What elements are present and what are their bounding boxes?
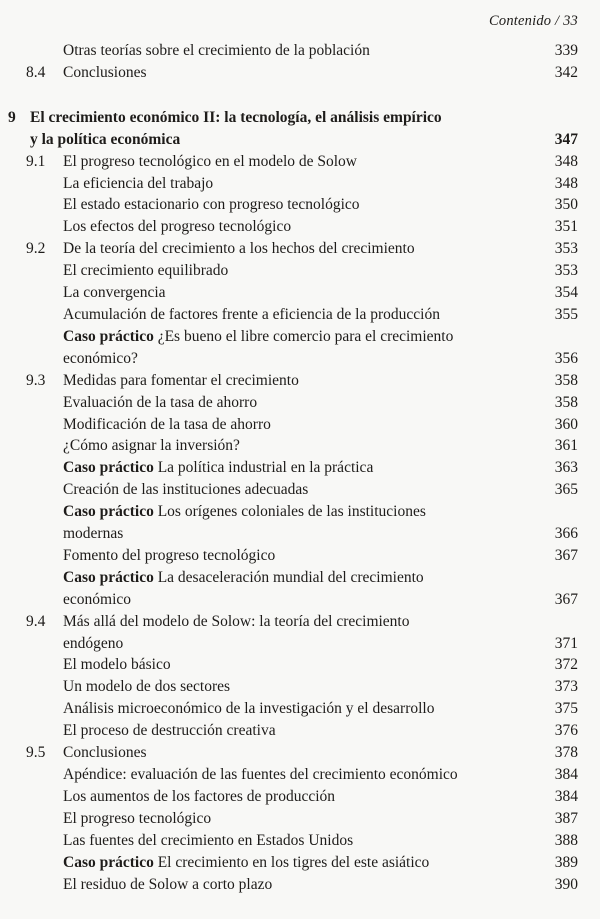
toc-row [0, 107, 600, 129]
toc-page-number: 339 [554, 42, 578, 59]
toc-page-number: 384 [554, 766, 578, 783]
toc-row [0, 786, 600, 808]
toc-entry-text: modernas [63, 525, 124, 543]
toc-entry-text: Creación de las instituciones adecuadas [63, 481, 309, 499]
toc-row [0, 348, 600, 370]
toc-entry-title: Los orígenes coloniales de las instituciones [157, 503, 426, 521]
toc-page-number: 373 [554, 678, 578, 696]
toc-entry-text [63, 501, 532, 523]
toc-page-number: 367 [554, 546, 578, 564]
toc-entry-text [63, 457, 532, 479]
running-header: Contenido / 33 [489, 13, 578, 29]
toc-page-number: 348 [554, 174, 578, 192]
section-number: 9.4 [26, 612, 46, 630]
toc-entry-text: Otras teorías sobre el crecimiento de la población [63, 42, 370, 59]
toc-page-number: 351 [554, 218, 578, 236]
toc-row [0, 852, 600, 874]
section-number: 9.3 [26, 371, 46, 389]
toc-entry-text [63, 852, 532, 874]
toc-row [0, 523, 600, 545]
toc-entry-text: endógeno [63, 634, 124, 652]
toc-row [0, 808, 600, 830]
toc-row [0, 216, 600, 238]
toc-entry-text: El residuo de Solow a corto plazo [63, 875, 273, 893]
toc-entry-title: La política industrial en la práctica [157, 459, 374, 477]
toc-row [0, 633, 600, 655]
toc-row [0, 764, 600, 786]
toc-entry-text: Más allá del modelo de Solow: la teoría del crecimiento [63, 612, 410, 630]
section-number: 8.4 [26, 63, 46, 81]
case-study-label: Caso práctico [63, 568, 154, 586]
toc-page-number: 355 [554, 305, 578, 323]
toc-entry-text: económico? [63, 349, 138, 367]
toc-entry-text: El progreso tecnológico en el modelo de Solow [63, 152, 358, 170]
toc-row [0, 151, 600, 173]
toc-entry-text [63, 567, 532, 589]
toc-entry-text: El proceso de destrucción creativa [63, 722, 276, 740]
toc-entry-text: económico [63, 590, 132, 608]
toc-row [0, 326, 600, 348]
toc-entry-text: El crecimiento económico II: la tecnología, el análisis empírico [30, 108, 442, 126]
toc-entry-text: ¿Cómo asignar la inversión? [63, 437, 240, 455]
toc-page-number: 350 [554, 196, 578, 214]
toc-entry-text: Conclusiones [63, 63, 147, 81]
toc-entry-title: ¿Es bueno el libre comercio para el crecimiento [157, 327, 454, 345]
toc-page-number: 358 [554, 393, 578, 411]
toc-page-number: 358 [554, 371, 578, 389]
toc-row [0, 654, 600, 676]
toc-page-number: 354 [554, 284, 578, 302]
toc-entry-text: Los aumentos de los factores de producción [63, 787, 336, 805]
toc-row [0, 589, 600, 611]
case-study-label: Caso práctico [63, 853, 154, 871]
toc-entry-text [63, 326, 532, 348]
toc-row [0, 457, 600, 479]
toc-row [0, 830, 600, 852]
toc-entry-text: Fomento del progreso tecnológico [63, 546, 276, 564]
toc-row [0, 40, 600, 62]
toc-page-number: 390 [554, 875, 578, 893]
toc-page-number: 389 [554, 853, 578, 871]
toc-row [0, 720, 600, 742]
case-study-label: Caso práctico [63, 503, 154, 521]
toc-entry-text: Las fuentes del crecimiento en Estados Unidos [63, 831, 354, 849]
toc-row [0, 238, 600, 260]
toc-row [0, 545, 600, 567]
toc-page-number: 366 [554, 525, 578, 543]
toc-page-number: 365 [554, 481, 578, 499]
toc-row [0, 260, 600, 282]
toc-row [0, 392, 600, 414]
toc-entry-text: El modelo básico [63, 656, 171, 674]
toc-page-number: 361 [554, 437, 578, 455]
toc-entry-text: Los efectos del progreso tecnológico [63, 218, 292, 236]
toc-row [0, 282, 600, 304]
section-number: 9.2 [26, 240, 46, 258]
toc-entry-text: El progreso tecnológico [63, 809, 212, 827]
toc-row [0, 194, 600, 216]
toc-entry-text: La convergencia [63, 284, 166, 302]
toc-row [0, 611, 600, 633]
toc-entry-text: El crecimiento equilibrado [63, 262, 229, 280]
toc-page-number: 376 [554, 722, 578, 740]
toc-page-number: 356 [554, 349, 578, 367]
toc-entry-text: Un modelo de dos sectores [63, 678, 231, 696]
toc-entry-text: Medidas para fomentar el crecimiento [63, 371, 299, 389]
toc-entry-title: El crecimiento en los tigres del este asiático [157, 853, 430, 871]
toc-row [0, 435, 600, 457]
toc-entry-text: Conclusiones [63, 744, 147, 762]
toc-page-number: 372 [554, 656, 578, 674]
toc-page-number: 371 [554, 634, 578, 652]
toc-row [0, 676, 600, 698]
toc-row [0, 479, 600, 501]
case-study-label: Caso práctico [63, 327, 154, 345]
toc-entry-text: y la política económica [30, 130, 181, 148]
toc-row [0, 698, 600, 720]
toc-page-number: 384 [554, 787, 578, 805]
toc-page-number: 353 [554, 240, 578, 258]
toc-entry-text: De la teoría del crecimiento a los hechos del crecimiento [63, 240, 415, 258]
table-of-contents [0, 40, 600, 895]
toc-page-number: 342 [554, 63, 578, 81]
section-number: 9.5 [26, 744, 46, 762]
toc-page-number: 378 [554, 744, 578, 762]
section-number: 9.1 [26, 152, 46, 170]
toc-entry-text: Evaluación de la tasa de ahorro [63, 393, 258, 411]
toc-entry-text: La eficiencia del trabajo [63, 174, 214, 192]
toc-row [0, 742, 600, 764]
toc-entry-title: La desaceleración mundial del crecimiento [157, 568, 424, 586]
chapter-number: 9 [8, 108, 16, 126]
toc-row [0, 874, 600, 896]
toc-row [0, 501, 600, 523]
toc-row [0, 62, 600, 84]
toc-row [0, 414, 600, 436]
case-study-label: Caso práctico [63, 459, 154, 477]
toc-row [0, 567, 600, 589]
toc-row [0, 370, 600, 392]
toc-row [0, 129, 600, 151]
toc-entry-text: Análisis microeconómico de la investigación y el desarrollo [63, 700, 435, 718]
toc-page-number: 363 [554, 459, 578, 477]
toc-page-number: 375 [554, 700, 578, 718]
toc-page-number: 388 [554, 831, 578, 849]
toc-row [0, 173, 600, 195]
toc-row [0, 304, 600, 326]
toc-entry-text: Modificación de la tasa de ahorro [63, 415, 271, 433]
toc-entry-text: Acumulación de factores frente a eficiencia de la producción [63, 305, 440, 323]
toc-entry-text: El estado estacionario con progreso tecnológico [63, 196, 360, 214]
toc-page-number: 367 [554, 590, 578, 608]
toc-page-number: 387 [554, 809, 578, 827]
toc-entry-text: Apéndice: evaluación de las fuentes del crecimiento económico [63, 766, 458, 783]
toc-page-number: 347 [554, 130, 578, 148]
toc-page-number: 353 [554, 262, 578, 280]
toc-page-number: 360 [554, 415, 578, 433]
toc-page-number: 348 [554, 152, 578, 170]
